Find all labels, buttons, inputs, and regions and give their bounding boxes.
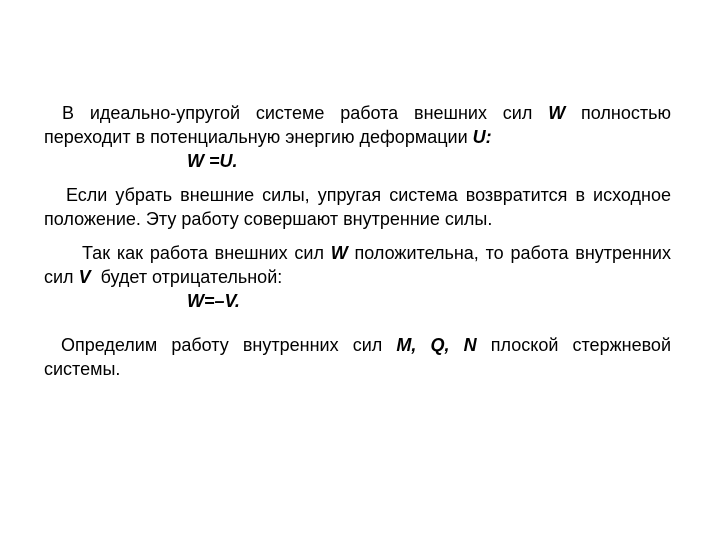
- formula-w-equals-u: W =U.: [187, 151, 238, 171]
- paragraph-work-potential-energy: [44, 101, 671, 149]
- p4-text-b: плоской стержневой системы.: [44, 335, 671, 379]
- paragraph-negative-work: [44, 241, 671, 289]
- symbols-m-q-n: M, Q, N: [396, 335, 477, 355]
- slide-text-block: [44, 101, 671, 381]
- symbol-v: V: [78, 267, 91, 287]
- p3-text-b: положительна, то работа внутренних сил: [44, 243, 671, 287]
- paragraph-internal-forces: Если убрать внешние силы, упругая система возвратится в исходное положение. Эту работу совершают внутренние силы.: [44, 185, 671, 229]
- p1-text-a: В идеально-упругой системе работа внешних сил: [62, 103, 549, 123]
- symbol-w: W: [330, 243, 348, 263]
- symbol-w: W: [548, 103, 566, 123]
- formula-w-equals-minus-v: W=–V.: [187, 291, 240, 311]
- p3-text-c: будет отрицательной:: [90, 267, 283, 287]
- paragraph-define-internal-work: [44, 333, 671, 381]
- p1-text-b: полностью переходит в потенциальную энергию деформации: [44, 103, 671, 147]
- p3-text-a: Так как работа внешних сил: [82, 243, 331, 263]
- symbol-u: U:: [472, 127, 492, 147]
- p4-text-a: Определим работу внутренних сил: [61, 335, 397, 355]
